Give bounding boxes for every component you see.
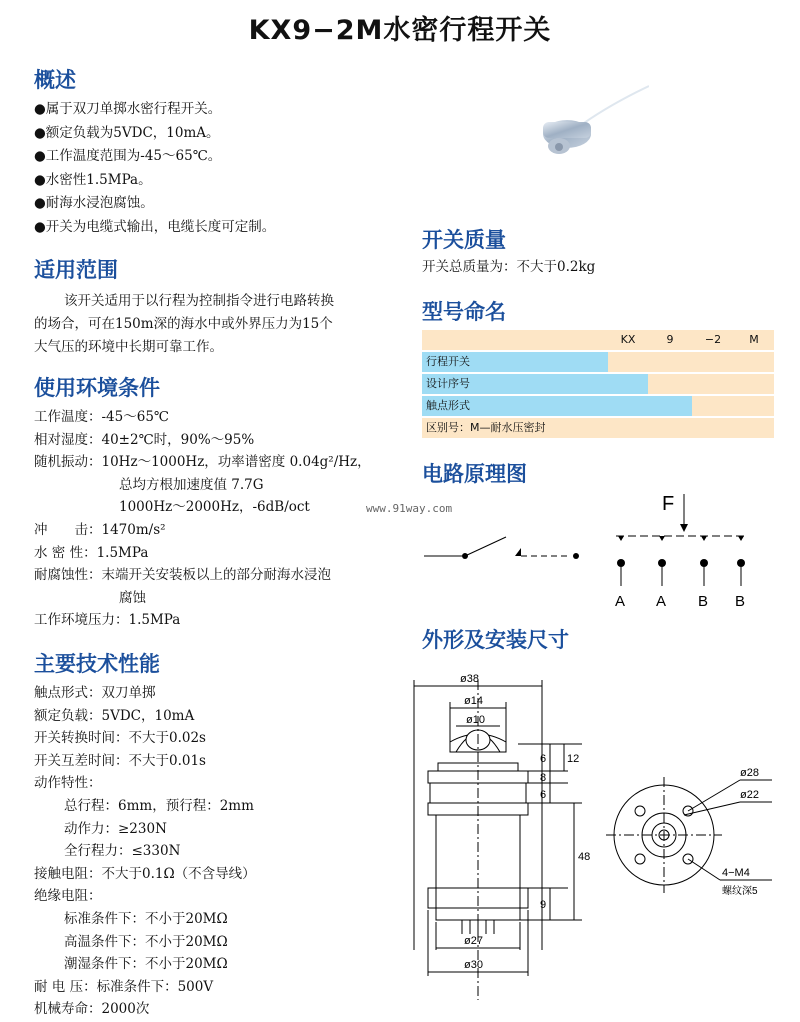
model-code: −2 bbox=[692, 330, 734, 350]
dim-label: ø38 bbox=[460, 673, 479, 685]
dim-label: ø22 bbox=[740, 789, 759, 801]
spec-line: 绝缘电阻： bbox=[34, 888, 102, 905]
terminal-label: A bbox=[615, 593, 626, 610]
dim-label: 12 bbox=[567, 753, 580, 765]
spec-line: 工作环境压力：1.5MPa bbox=[34, 612, 181, 629]
spec-line: 全行程力：≤330N bbox=[64, 843, 181, 860]
switch-contact bbox=[515, 548, 521, 556]
scope-heading: 适用范围 bbox=[34, 258, 118, 282]
row-label: 设计序号 bbox=[422, 374, 648, 394]
page-title: KX9−2M水密行程开关 bbox=[248, 15, 552, 46]
table-row bbox=[422, 352, 774, 372]
mass-heading: 开关质量 bbox=[422, 228, 506, 252]
dim-label: 6 bbox=[540, 789, 547, 801]
spec-line: 耐 电 压：标准条件下：500V bbox=[34, 978, 214, 995]
spec-line: 额定负载：5VDC，10mA bbox=[34, 707, 195, 724]
watermark: www.91way.com bbox=[366, 502, 453, 515]
row-label: 区别号：M—耐水压密封 bbox=[422, 418, 774, 438]
list-item: ●工作温度范围为-45～65℃。 bbox=[34, 148, 222, 164]
list-item: ●水密性1.5MPa。 bbox=[34, 171, 152, 188]
model-code: 9 bbox=[648, 330, 692, 350]
model-heading: 型号命名 bbox=[422, 300, 506, 324]
list-item: ●属于双刀单掷水密行程开关。 bbox=[34, 101, 222, 117]
dim-label: 螺纹深5 bbox=[722, 886, 758, 897]
list-item: ●额定负载为5VDC，10mA。 bbox=[34, 124, 220, 141]
environment-list bbox=[34, 406, 371, 632]
list-item: ●耐海水浸泡腐蚀。 bbox=[34, 195, 154, 211]
spec-line: 随机振动：10Hz～1000Hz，功率谱密度 0.04g²/Hz， bbox=[34, 454, 371, 471]
dim-label: 48 bbox=[578, 851, 591, 863]
terminal-label: A bbox=[656, 593, 667, 610]
performance-list bbox=[34, 682, 256, 1021]
dim-label: 8 bbox=[540, 772, 547, 784]
spec-line: 动作特性： bbox=[34, 775, 102, 792]
table-header-blank bbox=[422, 330, 608, 350]
spec-line: 标准条件下：不小于20MΩ bbox=[64, 910, 228, 927]
product-photo bbox=[507, 66, 649, 184]
dim-label: ø28 bbox=[740, 767, 759, 779]
dimension-drawing bbox=[400, 660, 795, 1015]
switch-blade bbox=[465, 537, 506, 556]
spec-line: 触点形式：双刀单掷 bbox=[34, 685, 156, 701]
spec-line: 总均方根加速度值 7.7G bbox=[119, 476, 264, 493]
row-fill bbox=[648, 374, 774, 394]
spec-line: 工作温度：-45～65℃ bbox=[34, 409, 170, 425]
dim-label: ø14 bbox=[464, 695, 483, 707]
environment-heading: 使用环境条件 bbox=[34, 376, 160, 400]
model-code: KX bbox=[608, 330, 648, 350]
overview-heading: 概述 bbox=[34, 68, 76, 92]
spec-line: 接触电阻：不大于0.1Ω（不含导线） bbox=[34, 865, 256, 882]
spec-line: 高温条件下：不小于20MΩ bbox=[64, 933, 228, 950]
model-code: M bbox=[734, 330, 774, 350]
list-item: ●开关为电缆式输出，电缆长度可定制。 bbox=[34, 218, 276, 235]
side-view bbox=[414, 680, 582, 1000]
table-row bbox=[422, 418, 774, 438]
row-fill bbox=[608, 352, 774, 372]
paragraph-line: 的场合，可在150m深的海水中或外界压力为15个 bbox=[34, 316, 333, 332]
spec-line: 开关互差时间：不大于0.01s bbox=[34, 752, 206, 769]
paragraph-line: 该开关适用于以行程为控制指令进行电路转换 bbox=[64, 293, 334, 309]
circuit-svg bbox=[420, 490, 780, 610]
spec-line: 冲 击：1470m/s² bbox=[34, 521, 166, 538]
performance-heading: 主要技术性能 bbox=[34, 652, 160, 676]
spec-line: 相对湿度：40±2℃时，90%～95% bbox=[34, 431, 255, 448]
terminal-group bbox=[617, 536, 745, 586]
row-label: 行程开关 bbox=[422, 352, 608, 372]
mass-text: 开关总质量为：不大于0.2kg bbox=[422, 259, 596, 275]
force-label: F bbox=[662, 493, 675, 515]
table-row bbox=[422, 374, 774, 394]
circuit-diagram bbox=[420, 490, 780, 610]
spec-line: 耐腐蚀性：末端开关安装板以上的部分耐海水浸泡 bbox=[34, 567, 331, 584]
spec-line: 开关转换时间：不大于0.02s bbox=[34, 730, 206, 747]
dimension-svg bbox=[400, 660, 795, 1015]
force-arrow-head bbox=[680, 524, 688, 532]
table-row bbox=[422, 396, 774, 416]
dim-label: 4−M4 bbox=[722, 867, 750, 879]
row-label: 触点形式 bbox=[422, 396, 692, 416]
spec-line: 动作力：≥230N bbox=[64, 820, 167, 837]
spec-line: 1000Hz～2000Hz，-6dB/oct bbox=[119, 499, 310, 516]
dimensions-heading: 外形及安装尺寸 bbox=[422, 628, 569, 652]
switch-terminal bbox=[573, 553, 579, 559]
row-fill bbox=[692, 396, 774, 416]
overview-list bbox=[34, 98, 275, 239]
dim-label: ø27 bbox=[464, 935, 483, 947]
spec-line: 腐蚀 bbox=[119, 589, 146, 606]
dim-label: ø10 bbox=[466, 714, 485, 726]
dim-label: ø30 bbox=[464, 959, 483, 971]
spec-line: 水 密 性：1.5MPa bbox=[34, 544, 149, 561]
circuit-heading: 电路原理图 bbox=[422, 462, 527, 486]
paragraph-line: 大气压的环境中长期可靠工作。 bbox=[34, 339, 223, 355]
dim-label: 6 bbox=[540, 753, 547, 765]
spec-line: 机械寿命：2000次 bbox=[34, 1001, 150, 1018]
spec-line: 潮湿条件下：不小于20MΩ bbox=[64, 956, 228, 973]
spec-line: 总行程：6mm，预行程：2mm bbox=[64, 797, 254, 814]
terminal-label: B bbox=[735, 593, 746, 610]
dim-label: 9 bbox=[540, 899, 547, 911]
scope-paragraph bbox=[34, 290, 404, 359]
terminal-label: B bbox=[698, 593, 709, 610]
